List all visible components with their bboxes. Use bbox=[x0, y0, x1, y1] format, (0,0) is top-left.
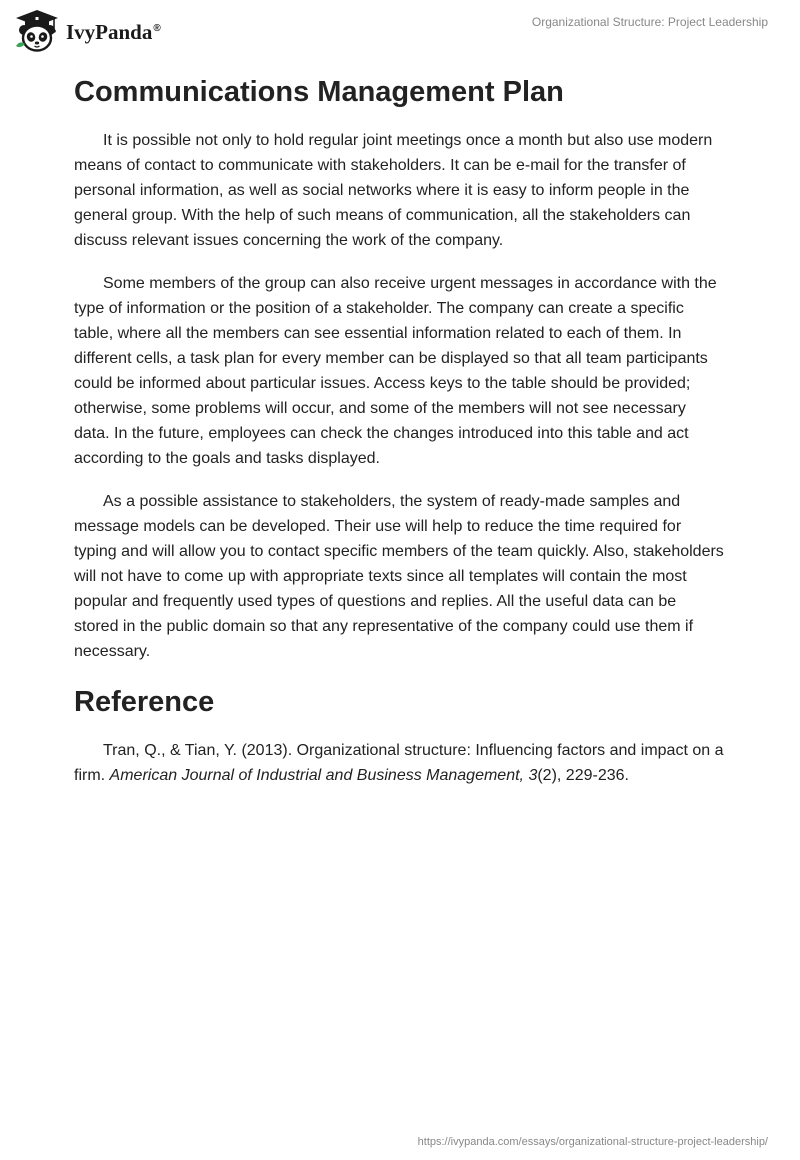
running-title: Organizational Structure: Project Leadership bbox=[531, 15, 768, 29]
reference-journal: American Journal of Industrial and Business Management, 3 bbox=[109, 767, 538, 784]
document-body bbox=[74, 70, 724, 806]
brand-name: IvyPanda® bbox=[66, 19, 161, 44]
body-paragraph: As a possible assistance to stakeholders, the system of ready-made samples and message models can be developed. Their use will help to reduce the time required for typing and will allow you to contact specific members of the team quickly. Also, stakeholders will not have to come up with appropriate texts since all templates will contain the most popular and frequently used types of questions and replies. All the useful data can be stored in the public domain so that any representative of the company could use them if necessary. bbox=[74, 493, 724, 660]
body-paragraph: Some members of the group can also receive urgent messages in accordance with the type of information or the position of a stakeholder. The company can create a specific table, where all the members can see essential information related to each of them. In different cells, a task plan for every member can be displayed so that all team participants could be informed about particular issues. Access keys to the table should be provided; otherwise, some problems will occur, and some of the members will not see necessary data. In the future, employees can check the changes introduced into this table and act according to the goals and tasks displayed. bbox=[74, 275, 717, 467]
page-header bbox=[0, 0, 800, 60]
body-paragraph: It is possible not only to hold regular joint meetings once a month but also use modern means of contact to communicate with stakeholders. It can be e-mail for the transfer of personal information, as well as social networks where it is easy to inform people in the general group. With the help of such means of communication, all the stakeholders can discuss relevant issues concerning the work of the company. bbox=[74, 132, 713, 249]
section-heading-reference: Reference bbox=[74, 686, 215, 718]
section-heading-communications: Communications Management Plan bbox=[74, 76, 564, 108]
reference-issue-pages: (2), 229-236. bbox=[537, 767, 629, 784]
panda-graduation-cap-icon bbox=[14, 8, 60, 54]
source-url-link[interactable]: https://ivypanda.com/essays/organizational-structure-project-leadership/ bbox=[417, 1136, 768, 1148]
reference-entry bbox=[74, 738, 724, 788]
reference-authors-title: Tran, Q., & Tian, Y. (2013). Organizational structure: Influencing factors and impact on a firm. bbox=[74, 742, 724, 784]
brand-logo[interactable] bbox=[14, 8, 161, 54]
